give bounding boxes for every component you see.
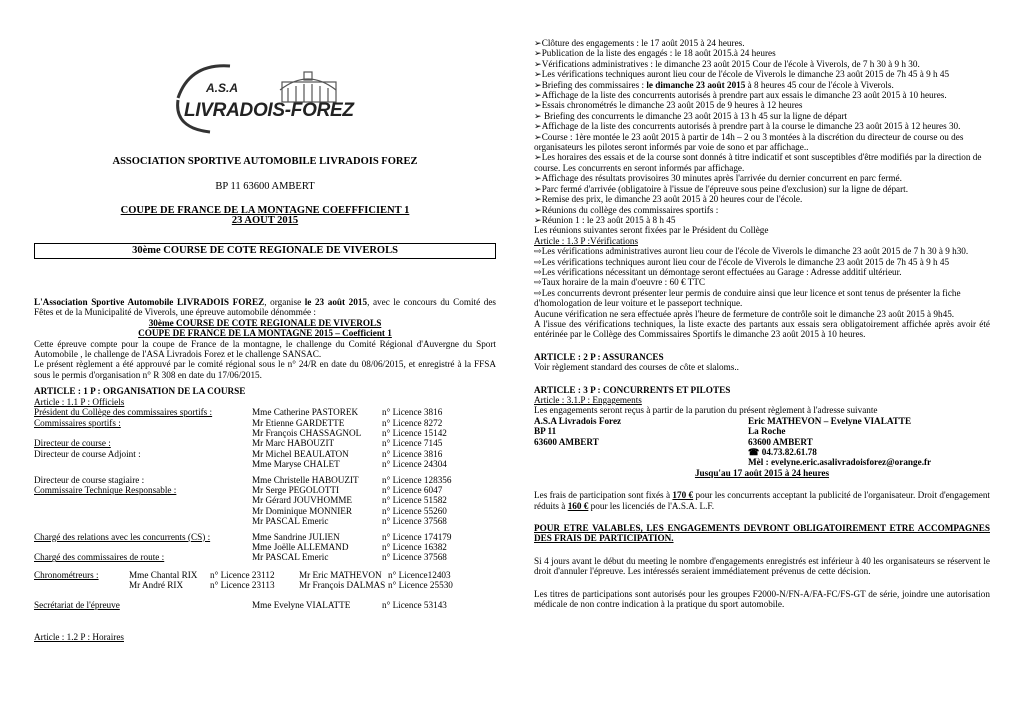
- verification-item: ⇨Les concurrents devront présenter leur permis de conduire ainsi que leur licence et sont tenus de présenter la fiche d'homologation de leur voiture et le passeport technique.: [534, 287, 961, 309]
- schedule-item: ➢Course : 1ère montée le 23 août 2015 à partir de 14h – 2 ou 3 montées à la discrétion du directeur de course ou des organisateurs les pilotes seront informés par voie de sono et par affichage..: [534, 131, 964, 153]
- official-name: Mme Sandrine JULIEN: [252, 531, 340, 542]
- validity-notice: POUR ETRE VALABLES, LES ENGAGEMENTS DEVRONT OBLIGATOIREMENT ETRE ACCOMPAGNES DES FRAIS DE PARTICIPATION.: [534, 523, 990, 544]
- official-role: [34, 542, 252, 552]
- schedule-item: ➢Clôture des engagements : le 17 août 2015 à 24 heures.: [534, 38, 745, 48]
- official-name: Mr PASCAL Emeric: [252, 552, 329, 563]
- official-licence: n° Licence 16382: [382, 541, 447, 552]
- schedule-item: ➢ Briefing des concurrents le dimanche 23 août 2015 à 13 h 45 sur la ligne de départ: [534, 110, 848, 121]
- logo-text-top: A.S.A: [206, 81, 239, 95]
- fees-paragraph: [534, 490, 990, 511]
- official-role: Directeur de course :: [34, 438, 111, 449]
- article1-title: ARTICLE : 1 P : ORGANISATION DE LA COURSE: [34, 386, 246, 397]
- schedule-item: ➢Affichage de la liste des concurrents autorisés à prendre part à la course le dimanche 23 août 2015 à 12 heures 30.: [534, 121, 961, 132]
- org-title: ASSOCIATION SPORTIVE AUTOMOBILE LIVRADOIS FOREZ: [112, 156, 418, 167]
- intro-text1: , organise: [264, 297, 305, 308]
- address-line: 63600 AMBERT: [534, 436, 599, 447]
- intro-paragraph: [34, 297, 496, 318]
- timekeeper-name: Mr Eric MATHEVON: [299, 569, 382, 580]
- official-role: [34, 516, 252, 526]
- official-row: [34, 428, 496, 438]
- secretariat-label: Secrétariat de l'épreuve: [34, 599, 120, 610]
- intro-text2: , avec le concours du Comité des Fêtes et de la Municipalité de Viverols, une épreuve automobile dénommée :: [34, 297, 496, 318]
- titles-paragraph: Les titres de participations sont autorisés pour les groupes F2000-N/FN-A/FA-FC/FS-GT de série, joindre une autorisation médicale de non contre indication à la pratique du sport automobile.: [534, 588, 990, 610]
- phone-line: ☎ 04.73.82.61.78: [748, 447, 817, 458]
- official-licence: n° Licence 8272: [382, 417, 443, 428]
- schedule-item: ➢Publication de la liste des engagés : le 18 août 2015.à 24 heures: [534, 48, 776, 59]
- briefing-commissioners: [534, 80, 990, 90]
- official-licence: n° Licence 128356: [382, 474, 452, 485]
- schedule-list-2: [534, 90, 990, 225]
- official-row: [34, 438, 496, 448]
- official-name: Mme Christelle HABOUZIT: [252, 474, 359, 485]
- official-name: Mr Michel BEAULATON: [252, 448, 349, 459]
- secretariat-name: Mme Evelyne VIALATTE: [252, 599, 351, 610]
- official-role: [34, 459, 252, 469]
- fees-post: pour les licenciés de l'A.S.A. L.F.: [588, 500, 715, 511]
- official-role: [34, 506, 252, 516]
- official-row: [34, 542, 496, 552]
- timekeeper-licence: n° Licence12403: [388, 569, 451, 580]
- official-row: [34, 516, 496, 526]
- left-column: [34, 0, 496, 642]
- official-name: Mr Gérard JOUVHOMME: [252, 495, 353, 506]
- cup-title: COUPE DE FRANCE DE LA MONTAGNE COEFFFICIENT 1: [120, 204, 410, 216]
- official-licence: n° Licence 3816: [382, 448, 443, 459]
- official-licence: n° Licence 51582: [382, 495, 447, 506]
- official-licence: n° Licence 24304: [382, 459, 447, 470]
- article3-text: Les engagements seront reçus à partir de la parution du présent règlement à l'adresse suivante: [534, 405, 878, 416]
- official-row: [34, 418, 496, 428]
- official-name: Mme Joëlle ALLEMAND: [252, 541, 349, 552]
- timekeeper-licence: n° Licence 23113: [210, 580, 275, 591]
- official-role: Directeur de course Adjoint :: [34, 448, 141, 459]
- official-role: [34, 495, 252, 505]
- timekeepers-row-1: [34, 570, 496, 580]
- intro-org-name: L'Association Sportive Automobile LIVRADOIS FOREZ: [34, 297, 265, 308]
- intro-para3: Le présent règlement a été approuvé par le comité régional sous le n° 24/R en date du 08/06/2015, et enregistré à la FFSA sous le permis d'organisation n° R 308 en date du 17/06/2015.: [34, 359, 496, 380]
- article3-title: ARTICLE : 3 P : CONCURRENTS ET PILOTES: [534, 384, 731, 395]
- article12-sub: Article : 1.2 P : Horaires: [34, 631, 124, 642]
- official-licence: n° Licence 15142: [382, 427, 447, 438]
- address-line: 63600 AMBERT: [748, 436, 813, 447]
- schedule-item: ➢Remise des prix, le dimanche 23 août 2015 à 20 heures cour de l'école.: [534, 194, 803, 205]
- briefing-post: à 8 heures 45 cour de l'école à Viverols.: [745, 79, 894, 90]
- secretariat-row: [34, 600, 496, 610]
- secretariat-licence: n° Licence 53143: [382, 599, 447, 610]
- official-licence: n° Licence 7145: [382, 438, 443, 449]
- entry-address-block: [534, 416, 990, 468]
- official-role: Commissaires sportifs :: [34, 417, 121, 428]
- official-row: [34, 495, 496, 505]
- cancellation-paragraph: Si 4 jours avant le début du meeting le nombre d'engagements enregistrés est inférieur à 40 les organisateurs se réservent le droit d'annuler l'épreuve. Les intéressés seraient immédiatement prévenus de cette décision.: [534, 555, 990, 577]
- official-row: [34, 475, 496, 485]
- article2-text: Voir règlement standard des courses de côte et slaloms..: [534, 362, 739, 373]
- cup-date: 23 AOUT 2015: [231, 215, 299, 227]
- official-row: [34, 459, 496, 469]
- timekeepers-row-2: [34, 580, 496, 590]
- logo-text-main: LIVRADOIS-FOREZ: [184, 100, 354, 121]
- verification-item: ⇨Les vérifications administratives auront lieu cour de l'école de Viverols le dimanche 23 août 2015 de 7 h 30 à 9 h30.: [534, 246, 969, 257]
- right-column: [534, 0, 990, 610]
- official-role: Chargé des commissaires de route :: [34, 552, 165, 563]
- schedule-item: ➢Affichage des résultats provisoires 30 minutes après l'arrivée du dernier concurrent en parc fermé.: [534, 173, 902, 184]
- address-line: A.S.A Livradois Forez: [534, 415, 622, 426]
- official-row: [34, 552, 496, 562]
- official-name: Mr Etienne GARDETTE: [252, 417, 345, 428]
- official-row: [34, 506, 496, 516]
- schedule-item: ➢Parc fermé d'arrivée (obligatoire à l'issue de l'épreuve sous peine d'exclusion) sur la ligne de départ.: [534, 183, 909, 194]
- fees-mid: pour les concurrents acceptant la publicité de l'organisateur. Droit d'engagement réduits à: [534, 490, 990, 511]
- official-licence: n° Licence 174179: [382, 531, 452, 542]
- schedule-item: ➢Réunions du collège des commissaires sportifs :: [534, 204, 719, 215]
- schedule-item: ➢Réunion 1 : le 23 août 2015 à 8 h 45: [534, 214, 676, 225]
- address-line: BP 11: [534, 426, 557, 437]
- org-address: BP 11 63600 AMBERT: [215, 181, 315, 193]
- timekeeper-name: Mr François DALMAS: [299, 580, 386, 591]
- official-name: Mr Serge PEGOLOTTI: [252, 484, 340, 495]
- official-role: Commissaire Technique Responsable :: [34, 484, 177, 495]
- schedule-item: ➢Les vérifications techniques auront lieu cour de l'école de Viverols le dimanche 23 août 2015 de 7h 45 à 9 h 45: [534, 69, 950, 80]
- official-name: Mme Maryse CHALET: [252, 459, 340, 470]
- verif-p2: A l'issue des vérifications techniques, la liste exacte des partants aux essais sera obligatoirement affichée après avoir été entérinée par le Collège des Commissaires Sportifs le dimanche 23 août 2015 à 10 heures.: [534, 318, 990, 340]
- article1-sub: Article : 1.1 P : Officiels: [34, 396, 125, 407]
- verification-item: ⇨Les vérifications nécessitant un démontage seront effectuées au Garage : Adresse additif ultérieur.: [534, 266, 902, 277]
- contact-address: [748, 416, 990, 468]
- official-licence: n° Licence 37568: [382, 516, 447, 527]
- briefing-pre: ➢Briefing des commissaires :: [534, 79, 647, 90]
- official-row: [34, 485, 496, 495]
- schedule-item: ➢Essais chronométrés le dimanche 23 août 2015 de 9 heures à 12 heures: [534, 100, 803, 111]
- asa-address: [534, 416, 748, 468]
- official-row: [34, 407, 496, 417]
- address-line: Eric MATHEVON – Evelyne VIALATTE: [748, 415, 912, 426]
- timekeeper-name: Mr André RIX: [129, 580, 184, 591]
- fee-full: 170 €: [672, 490, 694, 501]
- event-title-box: 30ème COURSE DE COTE REGIONALE DE VIVEROLS: [34, 243, 496, 259]
- entry-deadline: Jusqu'au 17 août 2015 à 24 heures: [694, 467, 830, 478]
- official-name: Mr Marc HABOUZIT: [252, 438, 335, 449]
- official-row: [34, 449, 496, 459]
- officials-table: [34, 407, 496, 563]
- official-licence: n° Licence 3816: [382, 407, 443, 418]
- official-licence: n° Licence 55260: [382, 505, 447, 516]
- official-name: Mr François CHASSAGNOL: [252, 427, 362, 438]
- timekeeper-name: Mme Chantal RIX: [129, 569, 198, 580]
- schedule-list: [534, 38, 990, 80]
- timekeeper-licence: n° Licence 25530: [388, 580, 453, 591]
- address-line: La Roche: [748, 426, 786, 437]
- schedule-item: ➢Vérifications administratives : le dimanche 23 août 2015 Cour de l'école à Viverols, de 7 h 30 à 9 h 30.: [534, 58, 920, 69]
- schedule-item: ➢Affichage de la liste des concurrents autorisés à prendre part aux essais le dimanche 23 août 2015 à 10 heures.: [534, 90, 947, 101]
- schedule-item: ➢Les horaires des essais et de la course sont donnés à titre indicatif et sont susceptibles d'être modifiés par la direction de course. Les concurrents en seront informés par affichage.: [534, 152, 982, 173]
- fee-reduced: 160 €: [567, 500, 589, 511]
- official-licence: n° Licence 37568: [382, 552, 447, 563]
- intro-date: le 23 août 2015: [304, 297, 368, 308]
- official-name: Mme Catherine PASTOREK: [252, 407, 359, 418]
- fees-pre: Les frais de participation sont fixés à: [534, 490, 673, 501]
- verifications-list: [534, 246, 990, 308]
- verif-p1: Aucune vérification ne sera effectuée après l'heure de fermeture de contrôle soit le dimanche 23 août 2015 à 9h45.: [534, 308, 955, 319]
- intro-event-line2: COUPE DE FRANCE DE LA MONTAGNE 2015 – Coefficient 1: [138, 328, 392, 339]
- official-row: [34, 532, 496, 542]
- briefing-date: le dimanche 23 août 2015: [646, 79, 746, 90]
- timekeepers-label: Chronométreurs :: [34, 569, 99, 580]
- official-role: Directeur de course stagiaire :: [34, 474, 145, 485]
- timekeeper-licence: n° Licence 23112: [210, 569, 275, 580]
- article13-sub: Article : 1.3 P :Vérifications: [534, 235, 639, 246]
- official-name: Mr Dominique MONNIER: [252, 505, 353, 516]
- official-role: [34, 428, 252, 438]
- meetings-note: Les réunions suivantes seront fixées par le Président du Collège: [534, 225, 769, 236]
- article2-title: ARTICLE : 2 P : ASSURANCES: [534, 351, 664, 362]
- official-licence: n° Licence 6047: [382, 484, 443, 495]
- email-line[interactable]: Mèl : evelyne.eric.asalivradoisforez@orange.fr: [748, 457, 932, 468]
- verification-item: ⇨Taux horaire de la main d'oeuvre : 60 € TTC: [534, 277, 706, 288]
- official-role: Président du Collège des commissaires sportifs :: [34, 407, 213, 418]
- verification-item: ⇨Les vérifications techniques auront lieu cour de l'école de Viverols le dimanche 23 août 2015 de 7h 45 à 9 h 45: [534, 256, 950, 267]
- intro-para2: Cette épreuve compte pour la coupe de France de la montagne, le challenge du Comité Régional d'Auvergne du Sport Automobile , le challenge de l'ASA Livradois Forez et le challenge SANSAC.: [34, 338, 496, 360]
- official-name: Mr PASCAL Emeric: [252, 516, 329, 527]
- article3-sub: Article : 3.1.P : Engagements: [534, 395, 642, 405]
- intro-event-line1: 30ème COURSE DE COTE REGIONALE DE VIVEROLS: [148, 317, 382, 328]
- official-role: Chargé des relations avec les concurrents (CS) :: [34, 531, 211, 542]
